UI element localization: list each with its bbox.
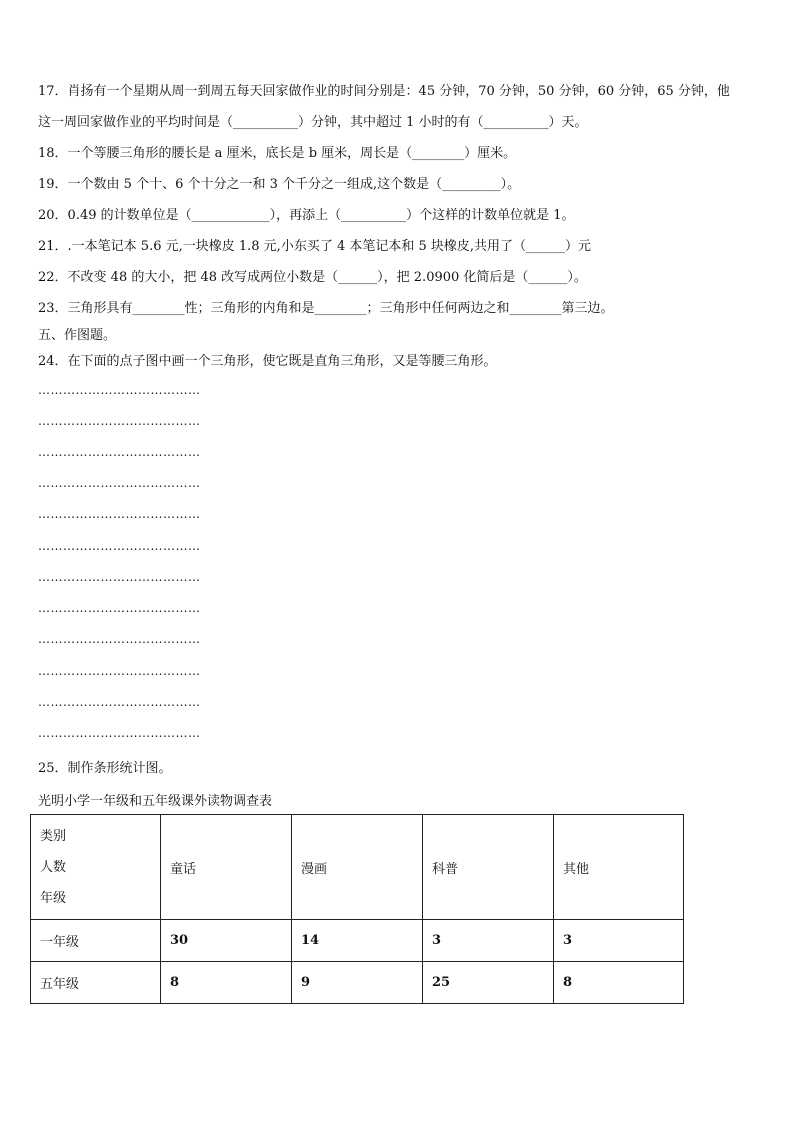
column-header: 科普 bbox=[423, 815, 554, 920]
question-19: 19．一个数由 5 个十、6 个十分之一和 3 个千分之一组成,这个数是（_________）。 bbox=[38, 177, 521, 192]
table-cell: 3 bbox=[554, 920, 684, 962]
table-cell: 3 bbox=[423, 920, 554, 962]
dot-row: ………………………………… bbox=[38, 632, 201, 646]
corner-label-category: 类别 bbox=[40, 828, 67, 844]
column-header: 其他 bbox=[554, 815, 684, 920]
dot-row: ………………………………… bbox=[38, 570, 201, 584]
corner-label-grade: 年级 bbox=[40, 890, 67, 906]
table-cell: 8 bbox=[161, 962, 292, 1004]
question-24: 24．在下面的点子图中画一个三角形，使它既是直角三角形，又是等腰三角形。 bbox=[38, 354, 497, 369]
dot-row: ………………………………… bbox=[38, 445, 201, 459]
question-22: 22．不改变 48 的大小，把 48 改写成两位小数是（______），把 2.0900 化简后是（______）。 bbox=[38, 270, 587, 285]
table-row bbox=[31, 920, 684, 962]
section-heading-drawing: 五、作图题。 bbox=[38, 328, 117, 343]
row-header: 一年级 bbox=[31, 920, 161, 962]
dot-row: ………………………………… bbox=[38, 476, 201, 490]
row-header: 五年级 bbox=[31, 962, 161, 1004]
table-cell: 25 bbox=[423, 962, 554, 1004]
corner-label-count: 人数 bbox=[40, 859, 67, 875]
question-18: 18．一个等腰三角形的腰长是 a 厘米，底长是 b 厘米，周长是（________）厘米。 bbox=[38, 146, 517, 161]
column-header: 童话 bbox=[161, 815, 292, 920]
dot-row: ………………………………… bbox=[38, 601, 201, 615]
question-23: 23．三角形具有________性；三角形的内角和是________；三角形中任何两边之和________第三边。 bbox=[38, 301, 614, 316]
table-header-row bbox=[31, 815, 684, 920]
question-21: 21．.一本笔记本 5.6 元,一块橡皮 1.8 元,小东买了 4 本笔记本和 5 块橡皮,共用了（______）元 bbox=[38, 239, 592, 254]
dot-row: ………………………………… bbox=[38, 539, 201, 553]
question-17-line-1: 17．肖扬有一个星期从周一到周五每天回家做作业的时间分别是：45 分钟，70 分钟，50 分钟，60 分钟，65 分钟，他 bbox=[38, 84, 730, 99]
table-corner-cell bbox=[31, 815, 161, 920]
dot-row: ………………………………… bbox=[38, 664, 201, 678]
table-cell: 30 bbox=[161, 920, 292, 962]
table-row bbox=[31, 962, 684, 1004]
dot-row: ………………………………… bbox=[38, 383, 201, 397]
dot-row: ………………………………… bbox=[38, 414, 201, 428]
column-header: 漫画 bbox=[292, 815, 423, 920]
table-caption: 光明小学一年级和五年级课外读物调查表 bbox=[38, 794, 273, 809]
question-17-line-2: 这一周回家做作业的平均时间是（__________）分钟，其中超过 1 小时的有（__________）天。 bbox=[38, 115, 588, 130]
table-cell: 14 bbox=[292, 920, 423, 962]
table-cell: 8 bbox=[554, 962, 684, 1004]
dot-row: ………………………………… bbox=[38, 507, 201, 521]
question-20: 20．0.49 的计数单位是（____________），再添上（__________）个这样的计数单位就是 1。 bbox=[38, 208, 575, 223]
dot-row: ………………………………… bbox=[38, 726, 201, 740]
table-cell: 9 bbox=[292, 962, 423, 1004]
question-25: 25．制作条形统计图。 bbox=[38, 761, 172, 776]
survey-table bbox=[30, 814, 684, 1004]
dot-row: ………………………………… bbox=[38, 695, 201, 709]
